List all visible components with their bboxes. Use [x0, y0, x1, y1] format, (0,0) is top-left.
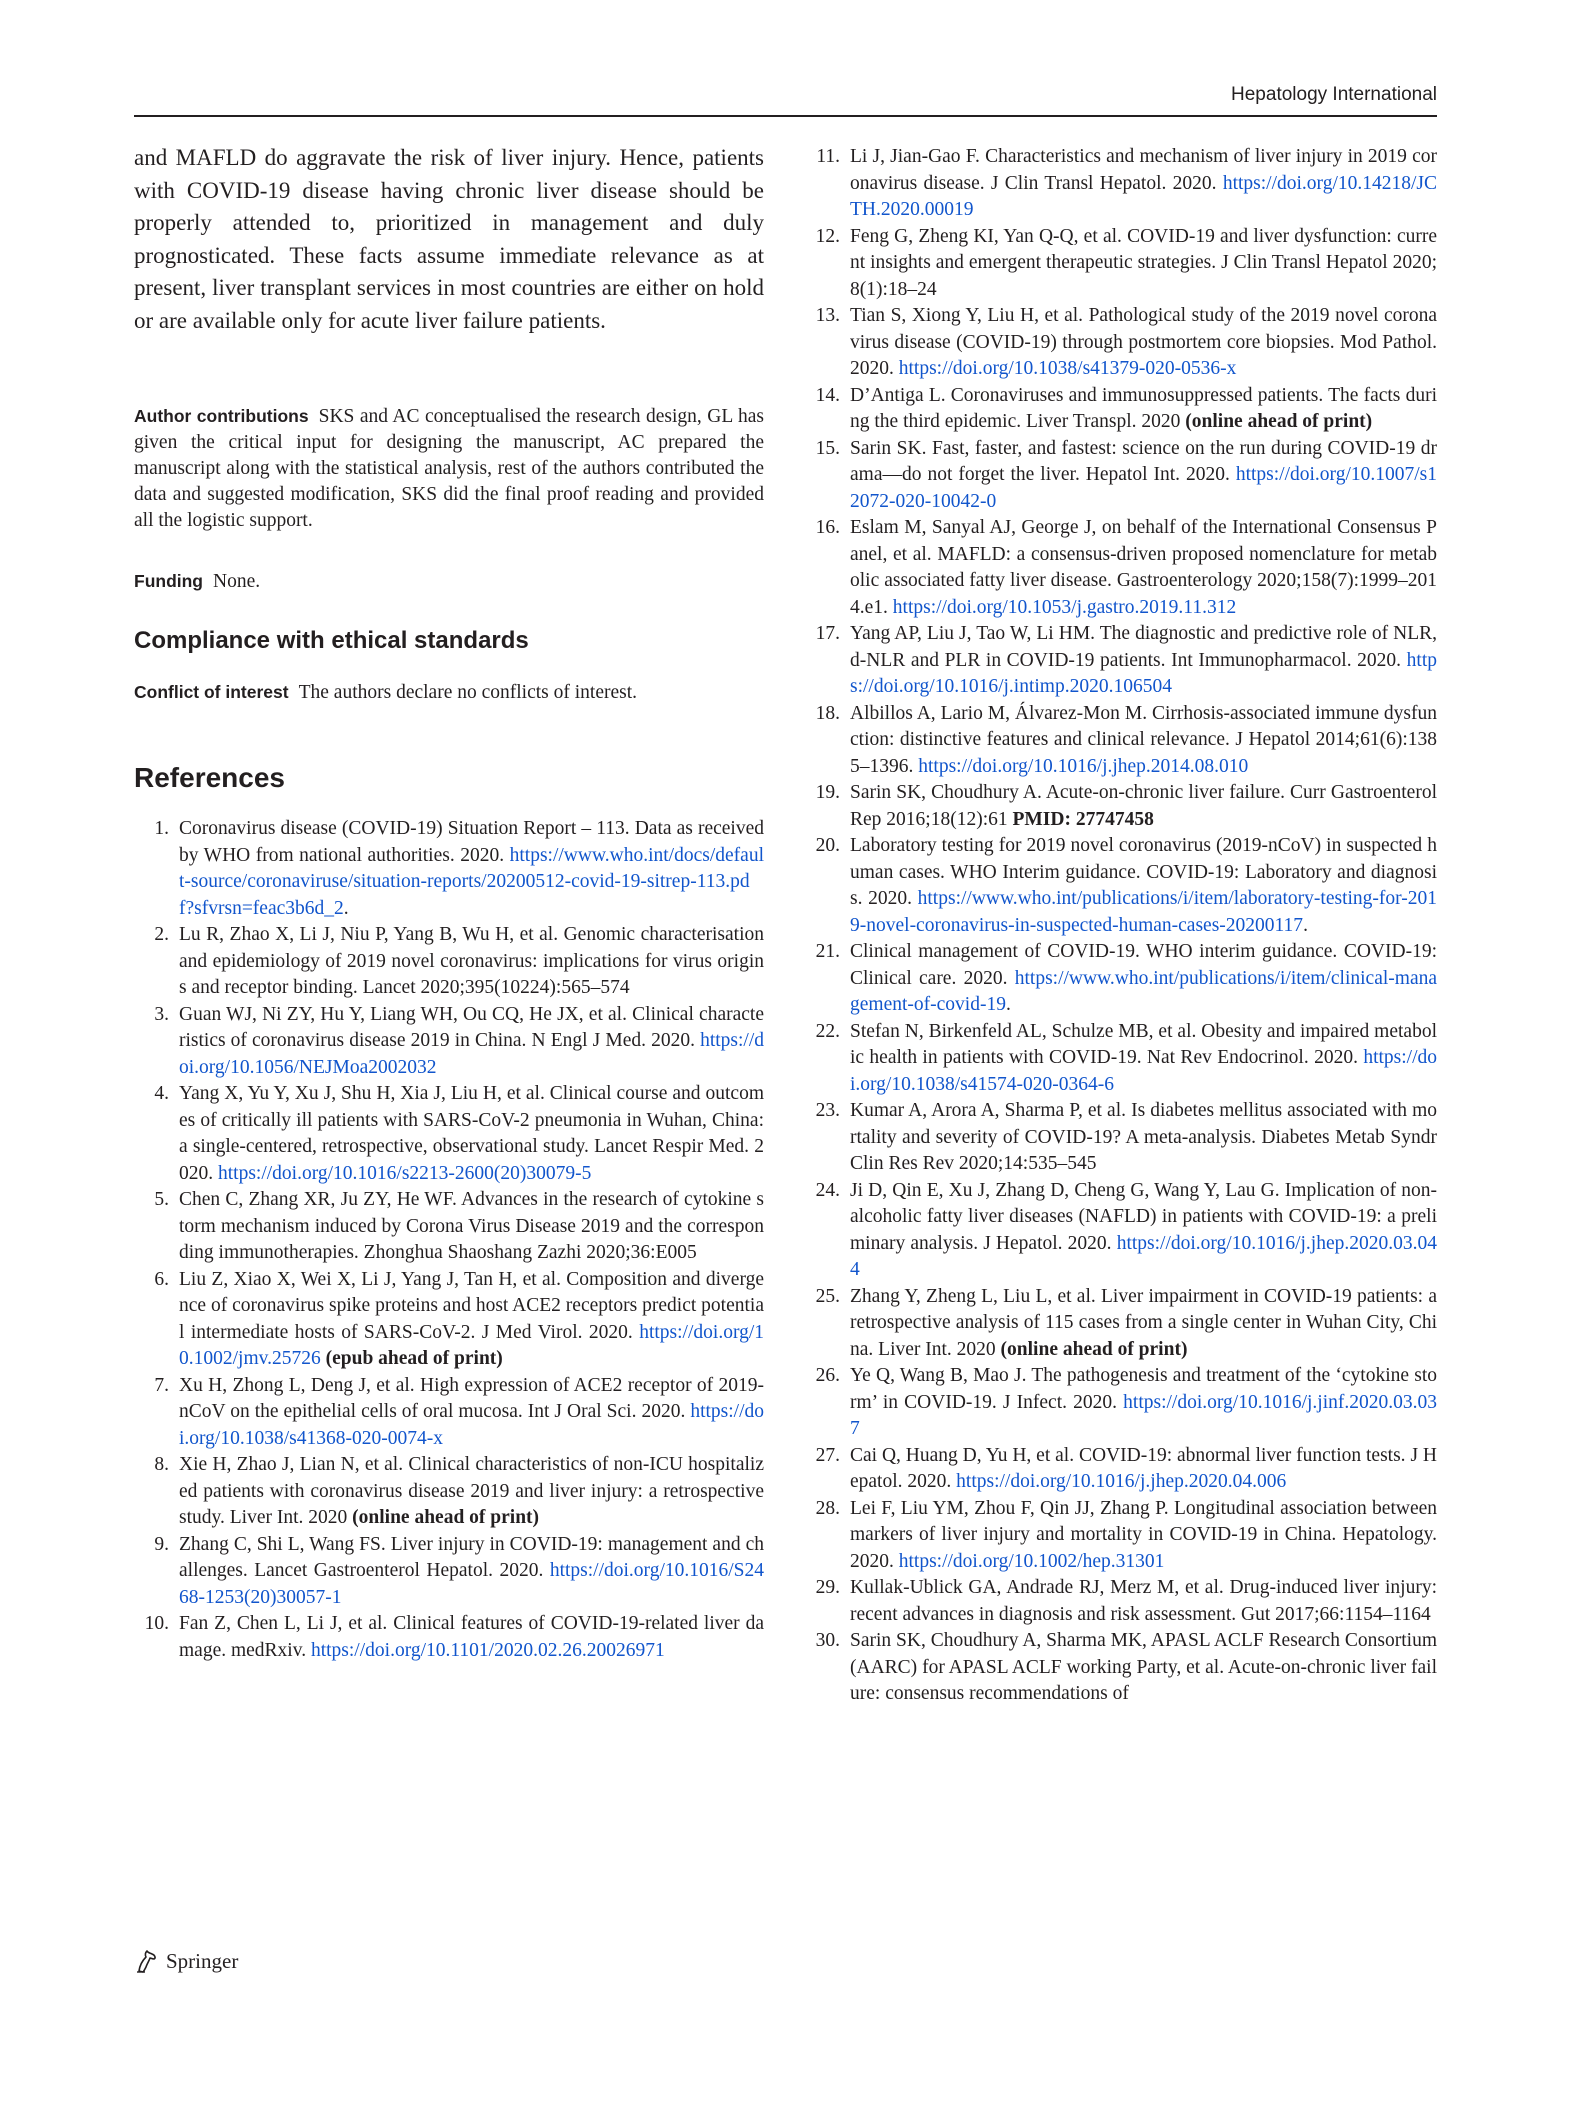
- reference-item: [134, 1373, 764, 1453]
- reference-number: 27.: [815, 1444, 840, 1466]
- reference-citation: Feng G, Zheng KI, Yan Q-Q, et al. COVID-19 and liver dysfunction: current insights and emergent therapeutic strategies. J Clin Transl Hepatol 2020;8(1):18–24: [850, 225, 1437, 300]
- reference-number: 20.: [815, 835, 840, 856]
- reference-text: [179, 1373, 764, 1453]
- reference-number: 24.: [815, 1179, 840, 1201]
- reference-note: (online ahead of print): [1185, 411, 1373, 432]
- reference-item: [805, 621, 1437, 701]
- reference-link[interactable]: https://doi.org/10.1016/j.jhep.2020.03.044: [850, 1232, 1437, 1280]
- journal-name: Hepatology International: [1231, 84, 1437, 105]
- reference-tail: .: [1005, 994, 1011, 1015]
- reference-link[interactable]: https://www.who.int/publications/i/item/clinical-management-of-covid-19: [850, 967, 1437, 1015]
- reference-number: 9.: [154, 1533, 169, 1555]
- left-column: [134, 142, 764, 1664]
- conflict-label: Conflict of interest: [134, 682, 289, 702]
- reference-text: [179, 1002, 764, 1082]
- reference-citation: Xie H, Zhao J, Lian N, et al. Clinical characteristics of non-ICU hospitalized patients with coronavirus disease 2019 and liver injury: a retrospective study. Liver Int. 2020: [179, 1454, 764, 1528]
- reference-text: [850, 144, 1437, 224]
- reference-number: 5.: [154, 1189, 169, 1210]
- reference-number: 30.: [815, 1630, 840, 1651]
- reference-item: [805, 1019, 1437, 1099]
- reference-item: [805, 1363, 1437, 1443]
- reference-citation: Stefan N, Birkenfeld AL, Schulze MB, et al. Obesity and impaired metabolic health in patients with COVID-19. Nat Rev Endocrinol. 2020.: [850, 1020, 1437, 1068]
- reference-text: [850, 383, 1437, 436]
- reference-link[interactable]: https://doi.org/10.1038/s41574-020-0364-6: [850, 1047, 1437, 1095]
- reference-text: [179, 1267, 764, 1373]
- reference-link[interactable]: https://doi.org/10.1038/s41379-020-0536-x: [898, 358, 1237, 379]
- reference-citation: Yang X, Yu Y, Xu J, Shu H, Xia J, Liu H, et al. Clinical course and outcomes of critically ill patients with SARS-CoV-2 pneumonia in Wuhan, China: a single-centered, retrospective, observational study. Lancet Respir Med. 2020.: [179, 1083, 764, 1184]
- reference-citation: Clinical management of COVID-19. WHO interim guidance. COVID-19: Clinical care. 2020.: [850, 941, 1437, 989]
- reference-text: [850, 1178, 1437, 1284]
- conflict-of-interest: [134, 679, 764, 706]
- reference-item: [805, 1628, 1437, 1708]
- reference-item: [805, 1575, 1437, 1628]
- reference-text: [850, 1098, 1437, 1178]
- reference-link[interactable]: https://doi.org/10.14218/JCTH.2020.00019: [850, 172, 1437, 220]
- reference-link[interactable]: https://doi.org/10.1053/j.gastro.2019.11.312: [892, 596, 1237, 618]
- reference-citation: Albillos A, Lario M, Álvarez-Mon M. Cirrhosis-associated immune dysfunction: distinctive features and clinical relevance. J Hepatol 2014;61(6):1385–1396.: [850, 702, 1437, 777]
- reference-link[interactable]: https://doi.org/10.1002/jmv.25726: [179, 1321, 764, 1369]
- reference-note: (epub ahead of print): [325, 1348, 503, 1369]
- reference-citation: Sarin SK, Choudhury A, Sharma MK, APASL ACLF Research Consortium (AARC) for APASL ACLF working Party, et al. Acute-on-chronic liver failure: consensus recommendations of: [850, 1630, 1437, 1704]
- reference-number: 8.: [154, 1454, 169, 1475]
- reference-item: [134, 1611, 764, 1664]
- reference-item: [134, 922, 764, 1002]
- references-heading: References: [134, 762, 285, 793]
- reference-text: [850, 1628, 1437, 1708]
- funding-text: None.: [213, 571, 261, 592]
- reference-text: [179, 922, 764, 1002]
- reference-number: 15.: [815, 437, 840, 459]
- reference-text: [179, 1452, 764, 1532]
- reference-text: [850, 515, 1437, 621]
- reference-number: 7.: [154, 1374, 169, 1396]
- reference-number: 3.: [154, 1003, 169, 1025]
- reference-citation: Tian S, Xiong Y, Liu H, et al. Pathological study of the 2019 novel coronavirus disease (COVID-19) through postmortem core biopsies. Mod Pathol. 2020.: [850, 305, 1437, 379]
- reference-text: [850, 833, 1437, 939]
- reference-number: 11.: [816, 146, 840, 167]
- reference-item: [805, 1284, 1437, 1364]
- reference-item: [805, 1443, 1437, 1496]
- reference-number: 13.: [815, 305, 840, 326]
- reference-text: [179, 1081, 764, 1187]
- reference-item: [134, 1452, 764, 1532]
- reference-list-right: [805, 144, 1437, 1708]
- reference-note: (online ahead of print): [1000, 1338, 1188, 1360]
- reference-text: [850, 1363, 1437, 1443]
- reference-link[interactable]: https://doi.org/10.1016/j.jhep.2020.04.006: [956, 1471, 1287, 1492]
- reference-number: 4.: [154, 1083, 169, 1104]
- reference-item: [805, 939, 1437, 1019]
- reference-item: [805, 1496, 1437, 1576]
- reference-citation: Coronavirus disease (COVID-19) Situation Report – 113. Data as received by WHO from national authorities. 2020.: [179, 818, 764, 866]
- reference-citation: Sarin SK. Fast, faster, and fastest: science on the run during COVID-19 drama—do not forget the liver. Hepatol Int. 2020.: [850, 437, 1437, 485]
- reference-text: [850, 436, 1437, 516]
- reference-citation: Laboratory testing for 2019 novel coronavirus (2019-nCoV) in suspected human cases. WHO Interim guidance. COVID-19: Laboratory and diagnosis. 2020.: [850, 835, 1437, 909]
- reference-item: [805, 436, 1437, 516]
- reference-item: [134, 1267, 764, 1373]
- reference-number: 17.: [815, 623, 840, 644]
- reference-number: 26.: [815, 1365, 840, 1386]
- reference-link[interactable]: https://doi.org/10.1056/NEJMoa2002032: [179, 1030, 764, 1078]
- reference-note: PMID: 27747458: [1012, 808, 1154, 830]
- reference-text: [179, 1532, 764, 1612]
- reference-citation: D’Antiga L. Coronaviruses and immunosuppressed patients. The facts during the third epidemic. Liver Transpl. 2020: [850, 384, 1437, 432]
- reference-number: 23.: [815, 1100, 840, 1121]
- reference-number: 16.: [815, 517, 840, 538]
- reference-item: [805, 515, 1437, 621]
- author-contributions: [134, 403, 764, 534]
- reference-text: [850, 224, 1437, 304]
- reference-link[interactable]: https://doi.org/10.1101/2020.02.26.20026971: [310, 1639, 665, 1661]
- reference-item: [134, 1187, 764, 1267]
- reference-number: 21.: [815, 941, 840, 962]
- reference-citation: Fan Z, Chen L, Li J, et al. Clinical features of COVID-19-related liver damage. medRxiv.: [179, 1613, 764, 1661]
- reference-citation: Lei F, Liu YM, Zhou F, Qin JJ, Zhang P. Longitudinal association between markers of liver injury and mortality in COVID-19 in China. Hepatology. 2020.: [850, 1497, 1437, 1572]
- reference-item: [805, 833, 1437, 939]
- reference-item: [805, 1178, 1437, 1284]
- reference-text: [179, 1611, 764, 1664]
- reference-item: [134, 1002, 764, 1082]
- reference-number: 19.: [815, 782, 840, 803]
- ethics-heading: Compliance with ethical standards: [134, 627, 529, 654]
- reference-text: [850, 621, 1437, 701]
- funding-label: Funding: [134, 571, 204, 591]
- reference-item: [805, 780, 1437, 833]
- reference-number: 12.: [815, 225, 840, 247]
- author-contributions-text: SKS and AC conceptualised the research design, GL has given the critical input for designing the manuscript, AC prepared the manuscript along with the statistical analysis, rest of the authors contributed the data and suggested modification, SKS did the final proof reading and provided all the logistic support.: [134, 406, 764, 531]
- reference-number: 1.: [154, 818, 169, 839]
- reference-item: [805, 144, 1437, 224]
- reference-text: [850, 939, 1437, 1019]
- reference-text: [850, 1575, 1437, 1628]
- reference-number: 28.: [815, 1497, 840, 1519]
- reference-citation: Liu Z, Xiao X, Wei X, Li J, Yang J, Tan H, et al. Composition and divergence of coronavirus spike proteins and host ACE2 receptors predict potential intermediate hosts of SARS-CoV-2. J Med Virol. 2020.: [179, 1268, 764, 1343]
- reference-citation: Yang AP, Liu J, Tao W, Li HM. The diagnostic and predictive role of NLR, d-NLR and PLR in COVID-19 patients. Int Immunopharmacol. 2020.: [850, 623, 1437, 671]
- reference-text: [179, 1187, 764, 1267]
- reference-text: [179, 816, 764, 922]
- author-contributions-label: Author contributions: [134, 406, 309, 426]
- reference-number: 14.: [815, 384, 840, 406]
- reference-citation: Li J, Jian-Gao F. Characteristics and mechanism of liver injury in 2019 coronavirus disease. J Clin Transl Hepatol. 2020.: [850, 146, 1437, 194]
- reference-list-left: [134, 816, 764, 1664]
- reference-note: (online ahead of print): [352, 1507, 540, 1528]
- footer: [134, 1948, 238, 1974]
- publisher-name: Springer: [166, 1948, 239, 1973]
- reference-tail: .: [1303, 914, 1308, 936]
- reference-text: [850, 303, 1437, 383]
- reference-link[interactable]: https://doi.org/10.1002/hep.31301: [898, 1550, 1165, 1572]
- reference-link[interactable]: https://www.who.int/publications/i/item/laboratory-testing-for-2019-novel-coronavirus-in-suspected-human-cases-20200117: [850, 888, 1437, 936]
- reference-number: 25.: [815, 1285, 840, 1307]
- reference-link[interactable]: https://doi.org/10.1007/s12072-020-10042-0: [850, 464, 1437, 512]
- reference-link[interactable]: https://doi.org/10.1016/j.jinf.2020.03.037: [850, 1391, 1437, 1439]
- reference-text: [850, 1496, 1437, 1576]
- reference-item: [134, 1081, 764, 1187]
- reference-item: [134, 816, 764, 922]
- reference-item: [134, 1532, 764, 1612]
- reference-link[interactable]: https://doi.org/10.1038/s41368-020-0074-x: [179, 1401, 764, 1449]
- conflict-text: The authors declare no conflicts of interest.: [298, 682, 638, 703]
- reference-number: 2.: [154, 924, 169, 945]
- reference-text: [850, 1284, 1437, 1364]
- reference-number: 29.: [815, 1577, 840, 1598]
- reference-number: 22.: [815, 1020, 840, 1042]
- reference-number: 18.: [815, 702, 840, 724]
- reference-citation: Cai Q, Huang D, Yu H, et al. COVID-19: abnormal liver function tests. J Hepatol. 2020.: [850, 1444, 1437, 1492]
- reference-citation: Sarin SK, Choudhury A. Acute-on-chronic liver failure. Curr Gastroenterol Rep 2016;18(12):61: [850, 782, 1437, 830]
- reference-citation: Xu H, Zhong L, Deng J, et al. High expression of ACE2 receptor of 2019-nCoV on the epithelial cells of oral mucosa. Int J Oral Sci. 2020.: [179, 1374, 764, 1422]
- reference-link[interactable]: https://doi.org/10.1016/s2213-2600(20)30079-5: [218, 1162, 592, 1184]
- reference-link[interactable]: https://www.who.int/docs/default-source/coronaviruse/situation-reports/20200512-covid-19-sitrep-113.pdf?sfvrsn=feac3b6d_2: [179, 844, 764, 919]
- reference-item: [805, 383, 1437, 436]
- reference-item: [805, 1098, 1437, 1178]
- reference-citation: Zhang Y, Zheng L, Liu L, et al. Liver impairment in COVID-19 patients: a retrospective analysis of 115 cases from a single center in Wuhan City, China. Liver Int. 2020: [850, 1285, 1437, 1360]
- reference-citation: Chen C, Zhang XR, Ju ZY, He WF. Advances in the research of cytokine storm mechanism induced by Corona Virus Disease 2019 and the corresponding immunotherapies. Zhonghua Shaoshang Zazhi 2020;36:E005: [179, 1189, 764, 1263]
- reference-tail: .: [343, 897, 349, 919]
- reference-citation: Lu R, Zhao X, Li J, Niu P, Yang B, Wu H, et al. Genomic characterisation and epidemiology of 2019 novel coronavirus: implications for virus origins and receptor binding. Lancet 2020;395(10224):565–574: [179, 924, 764, 998]
- intro-paragraph: and MAFLD do aggravate the risk of liver injury. Hence, patients with COVID-19 disease having chronic liver disease should be properly attended to, prioritized in management and duly prognosticated. These facts assume immediate relevance as at present, liver transplant services in most countries are either on hold or are available only for acute liver failure patients.: [134, 145, 764, 333]
- reference-item: [805, 303, 1437, 383]
- reference-number: 6.: [154, 1268, 169, 1290]
- reference-citation: Kumar A, Arora A, Sharma P, et al. Is diabetes mellitus associated with mortality and severity of COVID-19? A meta-analysis. Diabetes Metab Syndr Clin Res Rev 2020;14:535–545: [850, 1100, 1437, 1174]
- reference-text: [850, 1443, 1437, 1496]
- reference-citation: Ye Q, Wang B, Mao J. The pathogenesis and treatment of the ‘cytokine storm’ in COVID-19. J Infect. 2020.: [850, 1365, 1437, 1413]
- reference-link[interactable]: https://doi.org/10.1016/j.jhep.2014.08.010: [918, 755, 1249, 777]
- springer-horse-icon: [134, 1948, 160, 1974]
- reference-citation: Guan WJ, Ni ZY, Hu Y, Liang WH, Ou CQ, He JX, et al. Clinical characteristics of coronavirus disease 2019 in China. N Engl J Med. 2020.: [179, 1003, 764, 1051]
- right-column: [805, 144, 1437, 1708]
- reference-item: [805, 701, 1437, 781]
- reference-link[interactable]: https://doi.org/10.1016/j.intimp.2020.106504: [850, 649, 1437, 697]
- reference-citation: Zhang C, Shi L, Wang FS. Liver injury in COVID-19: management and challenges. Lancet Gastroenterol Hepatol. 2020.: [179, 1533, 764, 1581]
- reference-text: [850, 1019, 1437, 1099]
- reference-text: [850, 701, 1437, 781]
- header-rule: [134, 115, 1437, 117]
- reference-citation: Ji D, Qin E, Xu J, Zhang D, Cheng G, Wang Y, Lau G. Implication of non- alcoholic fatty liver diseases (NAFLD) in patients with COVID-19: a preliminary analysis. J Hepatol. 2020.: [850, 1179, 1437, 1254]
- funding: [134, 568, 764, 595]
- reference-citation: Eslam M, Sanyal AJ, George J, on behalf of the International Consensus Panel, et al. MAFLD: a consensus-driven proposed nomenclature for metabolic associated fatty liver disease. Gastroenterology 2020;158(7):1999–2014.e1.: [850, 517, 1437, 618]
- reference-text: [850, 780, 1437, 833]
- reference-link[interactable]: https://doi.org/10.1016/S2468-1253(20)30057-1: [179, 1560, 764, 1608]
- reference-item: [805, 224, 1437, 304]
- reference-citation: Kullak-Ublick GA, Andrade RJ, Merz M, et al. Drug-induced liver injury: recent advances in diagnosis and risk assessment. Gut 2017;66:1154–1164: [850, 1577, 1437, 1625]
- reference-number: 10.: [144, 1613, 169, 1634]
